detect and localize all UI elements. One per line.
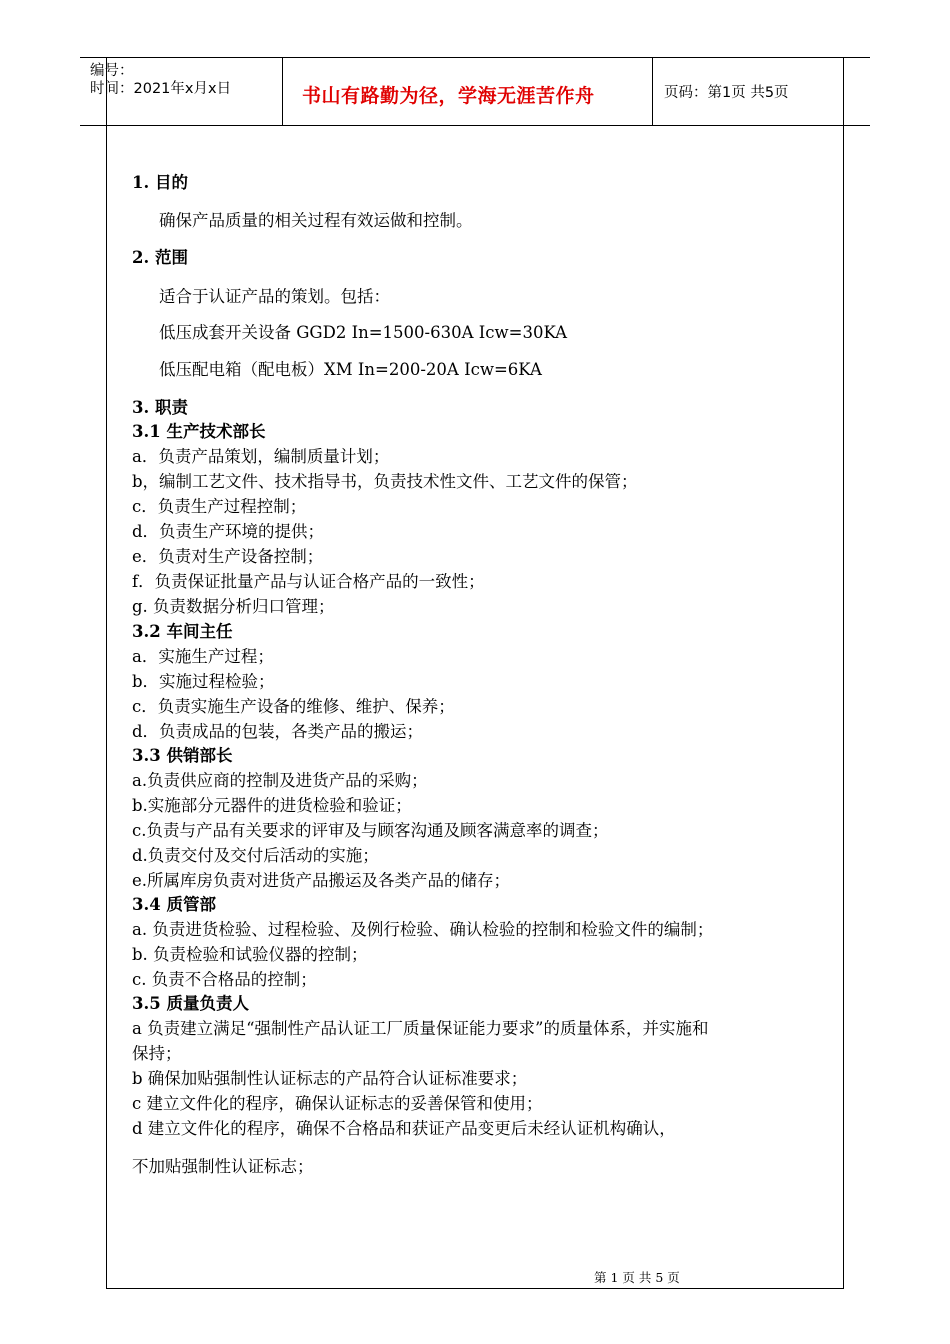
header-slogan: 书山有路勤为径，学海无涯苦作舟 [302,85,595,107]
header-divider-2 [652,57,653,125]
list-item: c．负责实施生产设备的维修、维护、保养； [132,697,455,716]
section-1-text: 确保产品质量的相关过程有效运做和控制。 [159,211,473,230]
section-2-text: 适合于认证产品的策划。包括： [159,287,390,306]
list-item: d．负责成品的包装，各类产品的搬运； [132,722,424,741]
list-item: b.实施部分元器件的进货检验和验证； [132,796,412,815]
section-3-5-title: 3.5 质量负责人 [132,994,249,1013]
body-left-border [106,57,107,1289]
section-1-title: 1. 目的 [132,173,188,192]
list-item: d.负责交付及交付后活动的实施； [132,846,379,865]
page-footer: 第 1 页 共 5 页 [594,1270,680,1285]
list-item: f．负责保证批量产品与认证合格产品的一致性； [132,572,485,591]
list-item: b. 负责检验和试验仪器的控制； [132,945,368,964]
header-top-rule [80,57,870,58]
list-item: c.负责与产品有关要求的评审及与顾客沟通及顾客满意率的调查； [132,821,609,840]
list-item: a.负责供应商的控制及进货产品的采购； [132,771,428,790]
section-2-title: 2. 范围 [132,248,188,267]
list-item: b 确保加贴强制性认证标志的产品符合认证标准要求； [132,1069,528,1088]
list-item: a．负责产品策划，编制质量计划； [132,447,390,466]
document-time-label: 时间：2021年x月x日 [90,81,232,97]
list-item: e.所属库房负责对进货产品搬运及各类产品的储存； [132,871,511,890]
list-item: c 建立文件化的程序，确保认证标志的妥善保管和使用； [132,1094,543,1113]
list-item: 保持； [132,1044,182,1063]
header-page-info: 页码：第1页 共5页 [664,85,789,101]
list-item: a. 负责进货检验、过程检验、及例行检验、确认检验的控制和检验文件的编制； [132,920,714,939]
section-3-4-title: 3.4 质管部 [132,895,216,914]
list-item: d．负责生产环境的提供； [132,522,325,541]
section-3-3-title: 3.3 供销部长 [132,746,233,765]
header-divider-1 [282,57,283,125]
header-bottom-rule [80,125,870,126]
list-item: d 建立文件化的程序，确保不合格品和获证产品变更后未经认证机构确认， [132,1119,676,1138]
section-3-2-title: 3.2 车间主任 [132,622,233,641]
list-item: c. 负责不合格品的控制； [132,970,317,989]
list-item: e．负责对生产设备控制； [132,547,324,566]
document-number-label: 编号： [90,63,134,79]
section-2-item-1: 低压成套开关设备 GGD2 In=1500-630A Icw=30KA [159,323,568,342]
body-bottom-border [106,1288,844,1289]
header-divider-3 [843,57,844,125]
list-item: b．实施过程检验； [132,672,275,691]
list-item: 不加贴强制性认证标志； [132,1157,314,1176]
list-item: a．实施生产过程； [132,647,274,666]
body-right-border [843,125,844,1289]
section-3-title: 3. 职责 [132,398,188,417]
list-item: c．负责生产过程控制； [132,497,307,516]
list-item: a 负责建立满足“强制性产品认证工厂质量保证能力要求”的质量体系，并实施和 [132,1019,709,1038]
list-item: g. 负责数据分析归口管理； [132,597,335,616]
section-2-item-2: 低压配电箱（配电板）XM In=200-20A Icw=6KA [159,360,542,379]
list-item: b，编制工艺文件、技术指导书，负责技术性文件、工艺文件的保管； [132,472,638,491]
section-3-1-title: 3.1 生产技术部长 [132,422,266,441]
